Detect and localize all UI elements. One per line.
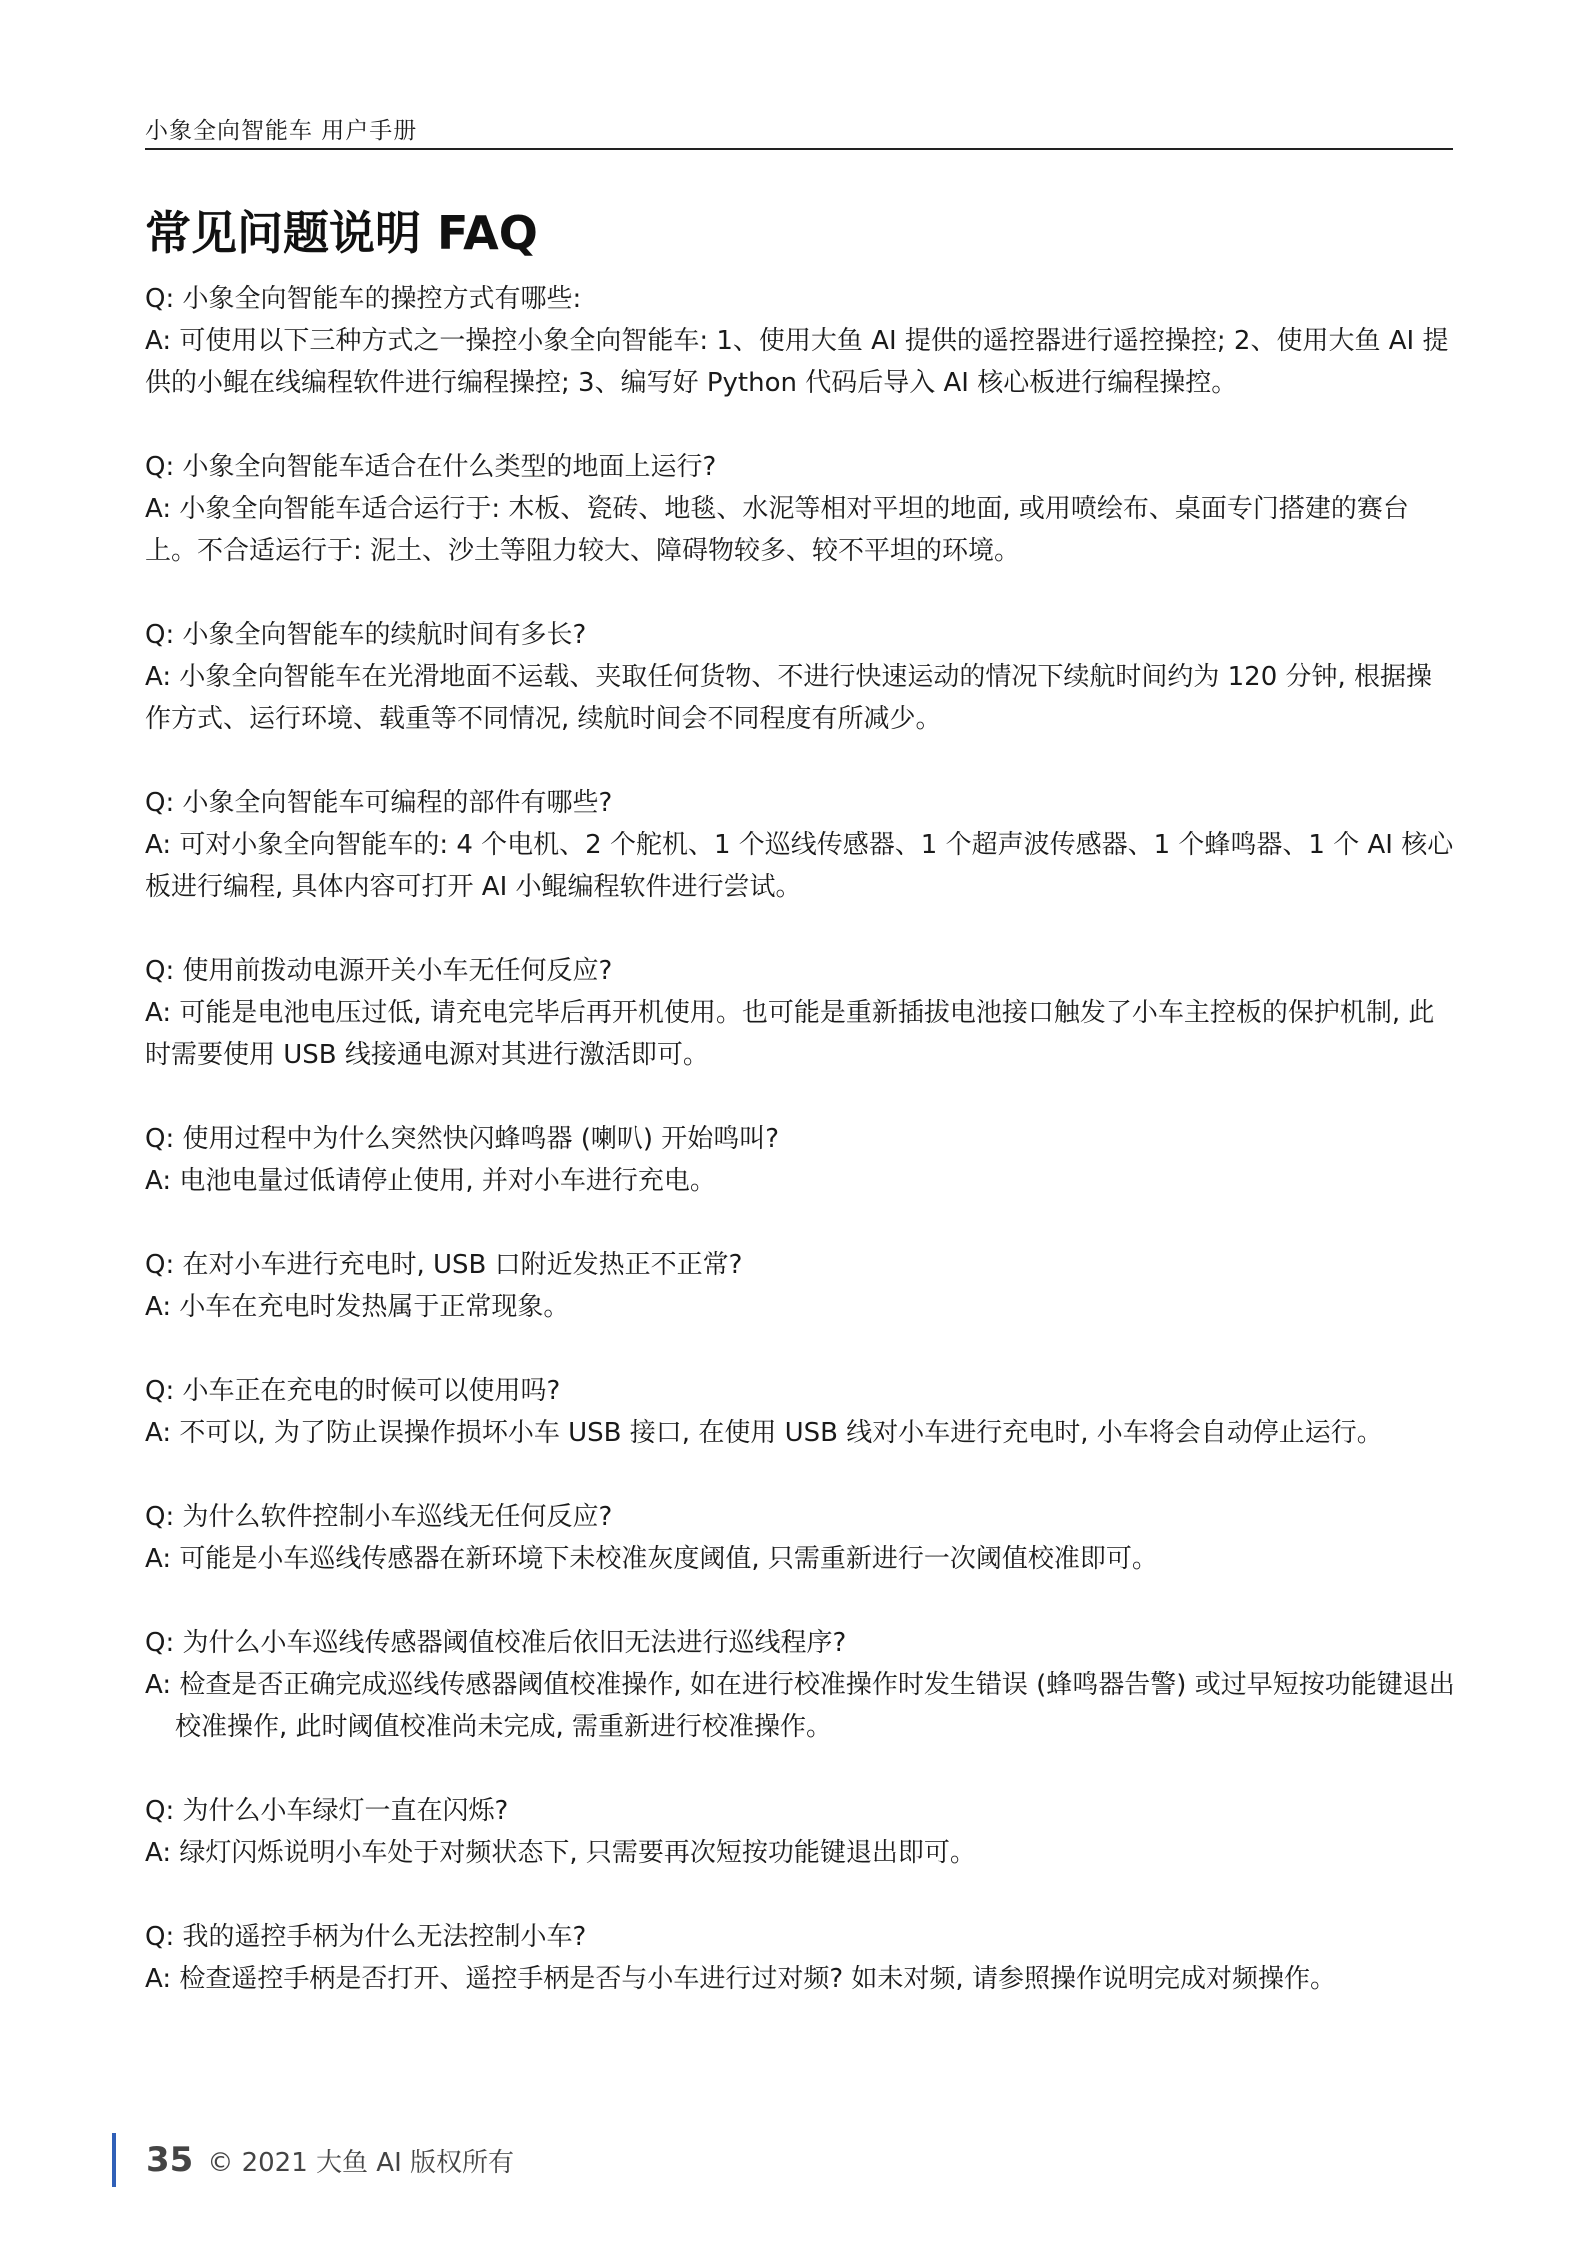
faq-question: Q: 为什么小车巡线传感器阈值校准后依旧无法进行巡线程序? (145, 1628, 847, 1658)
faq-question: Q: 小象全向智能车的续航时间有多长? (145, 620, 587, 650)
faq-item (145, 1622, 1457, 1748)
page-number: 35 (146, 2140, 194, 2180)
faq-item (145, 1370, 1457, 1454)
copyright-notice: © 2021 大鱼 AI 版权所有 (207, 2147, 515, 2178)
faq-answer: A: 可使用以下三种方式之一操控小象全向智能车: 1、使用大鱼 AI 提供的遥控器进行遥控操控; 2、使用大鱼 AI 提供的小鲲在线编程软件进行编程操控; 3、编写好 Python 代码后导入 AI 核心板进行编程操控。 (145, 326, 1449, 398)
faq-item (145, 1496, 1457, 1580)
running-header: 小象全向智能车 用户手册 (145, 118, 418, 144)
faq-question: Q: 使用前拨动电源开关小车无任何反应? (145, 956, 613, 986)
faq-answer: A: 可对小象全向智能车的: 4 个电机、2 个舵机、1 个巡线传感器、1 个超声波传感器、1 个蜂鸣器、1 个 AI 核心板进行编程, 具体内容可打开 AI 小鲲编程软件进行尝试。 (145, 830, 1454, 902)
faq-item (145, 446, 1457, 572)
faq-item (145, 1790, 1457, 1874)
faq-answer: A: 可能是电池电压过低, 请充电完毕后再开机使用。也可能是重新插拔电池接口触发了小车主控板的保护机制, 此时需要使用 USB 线接通电源对其进行激活即可。 (145, 998, 1435, 1070)
faq-question: Q: 小车正在充电的时候可以使用吗? (145, 1376, 561, 1406)
faq-item (145, 278, 1457, 404)
faq-question: Q: 使用过程中为什么突然快闪蜂鸣器 (喇叭) 开始鸣叫? (145, 1124, 780, 1154)
faq-question: Q: 在对小车进行充电时, USB 口附近发热正不正常? (145, 1250, 743, 1280)
faq-question: Q: 为什么软件控制小车巡线无任何反应? (145, 1502, 613, 1532)
faq-question: Q: 我的遥控手柄为什么无法控制小车? (145, 1922, 587, 1952)
faq-item (145, 1916, 1457, 2000)
faq-item (145, 782, 1457, 908)
page-footer (112, 2133, 514, 2187)
header-divider (145, 148, 1453, 150)
faq-list (145, 278, 1457, 2042)
faq-item (145, 614, 1457, 740)
faq-answer: A: 电池电量过低请停止使用, 并对小车进行充电。 (145, 1166, 716, 1196)
faq-answer: A: 小象全向智能车适合运行于: 木板、瓷砖、地毯、水泥等相对平坦的地面, 或用喷绘布、桌面专门搭建的赛台上。不合适运行于: 泥土、沙土等阻力较大、障碍物较多、较不平坦的环境。 (145, 494, 1409, 566)
faq-answer: A: 不可以, 为了防止误操作损坏小车 USB 接口, 在使用 USB 线对小车进行充电时, 小车将会自动停止运行。 (145, 1418, 1383, 1448)
faq-question: Q: 小象全向智能车可编程的部件有哪些? (145, 788, 613, 818)
faq-question: Q: 为什么小车绿灯一直在闪烁? (145, 1796, 509, 1826)
faq-answer: A: 绿灯闪烁说明小车处于对频状态下, 只需要再次短按功能键退出即可。 (145, 1838, 976, 1868)
faq-item (145, 1244, 1457, 1328)
faq-answer: A: 小象全向智能车在光滑地面不运载、夹取任何货物、不进行快速运动的情况下续航时间约为 120 分钟, 根据操作方式、运行环境、载重等不同情况, 续航时间会不同程度有所减少。 (145, 662, 1433, 734)
faq-question: Q: 小象全向智能车适合在什么类型的地面上运行? (145, 452, 717, 482)
faq-answer: A: 检查遥控手柄是否打开、遥控手柄是否与小车进行过对频? 如未对频, 请参照操作说明完成对频操作。 (145, 1964, 1336, 1994)
faq-answer: A: 可能是小车巡线传感器在新环境下未校准灰度阈值, 只需重新进行一次阈值校准即可。 (145, 1544, 1158, 1574)
faq-answer: A: 检查是否正确完成巡线传感器阈值校准操作, 如在进行校准操作时发生错误 (蜂鸣器告警) 或过早短按功能键退出校准操作, 此时阈值校准尚未完成, 需重新进行校准操作。 (145, 1670, 1455, 1742)
faq-item (145, 950, 1457, 1076)
faq-question: Q: 小象全向智能车的操控方式有哪些: (145, 284, 582, 314)
page-title: 常见问题说明 FAQ (145, 206, 538, 260)
faq-answer: A: 小车在充电时发热属于正常现象。 (145, 1292, 570, 1322)
faq-item (145, 1118, 1457, 1202)
